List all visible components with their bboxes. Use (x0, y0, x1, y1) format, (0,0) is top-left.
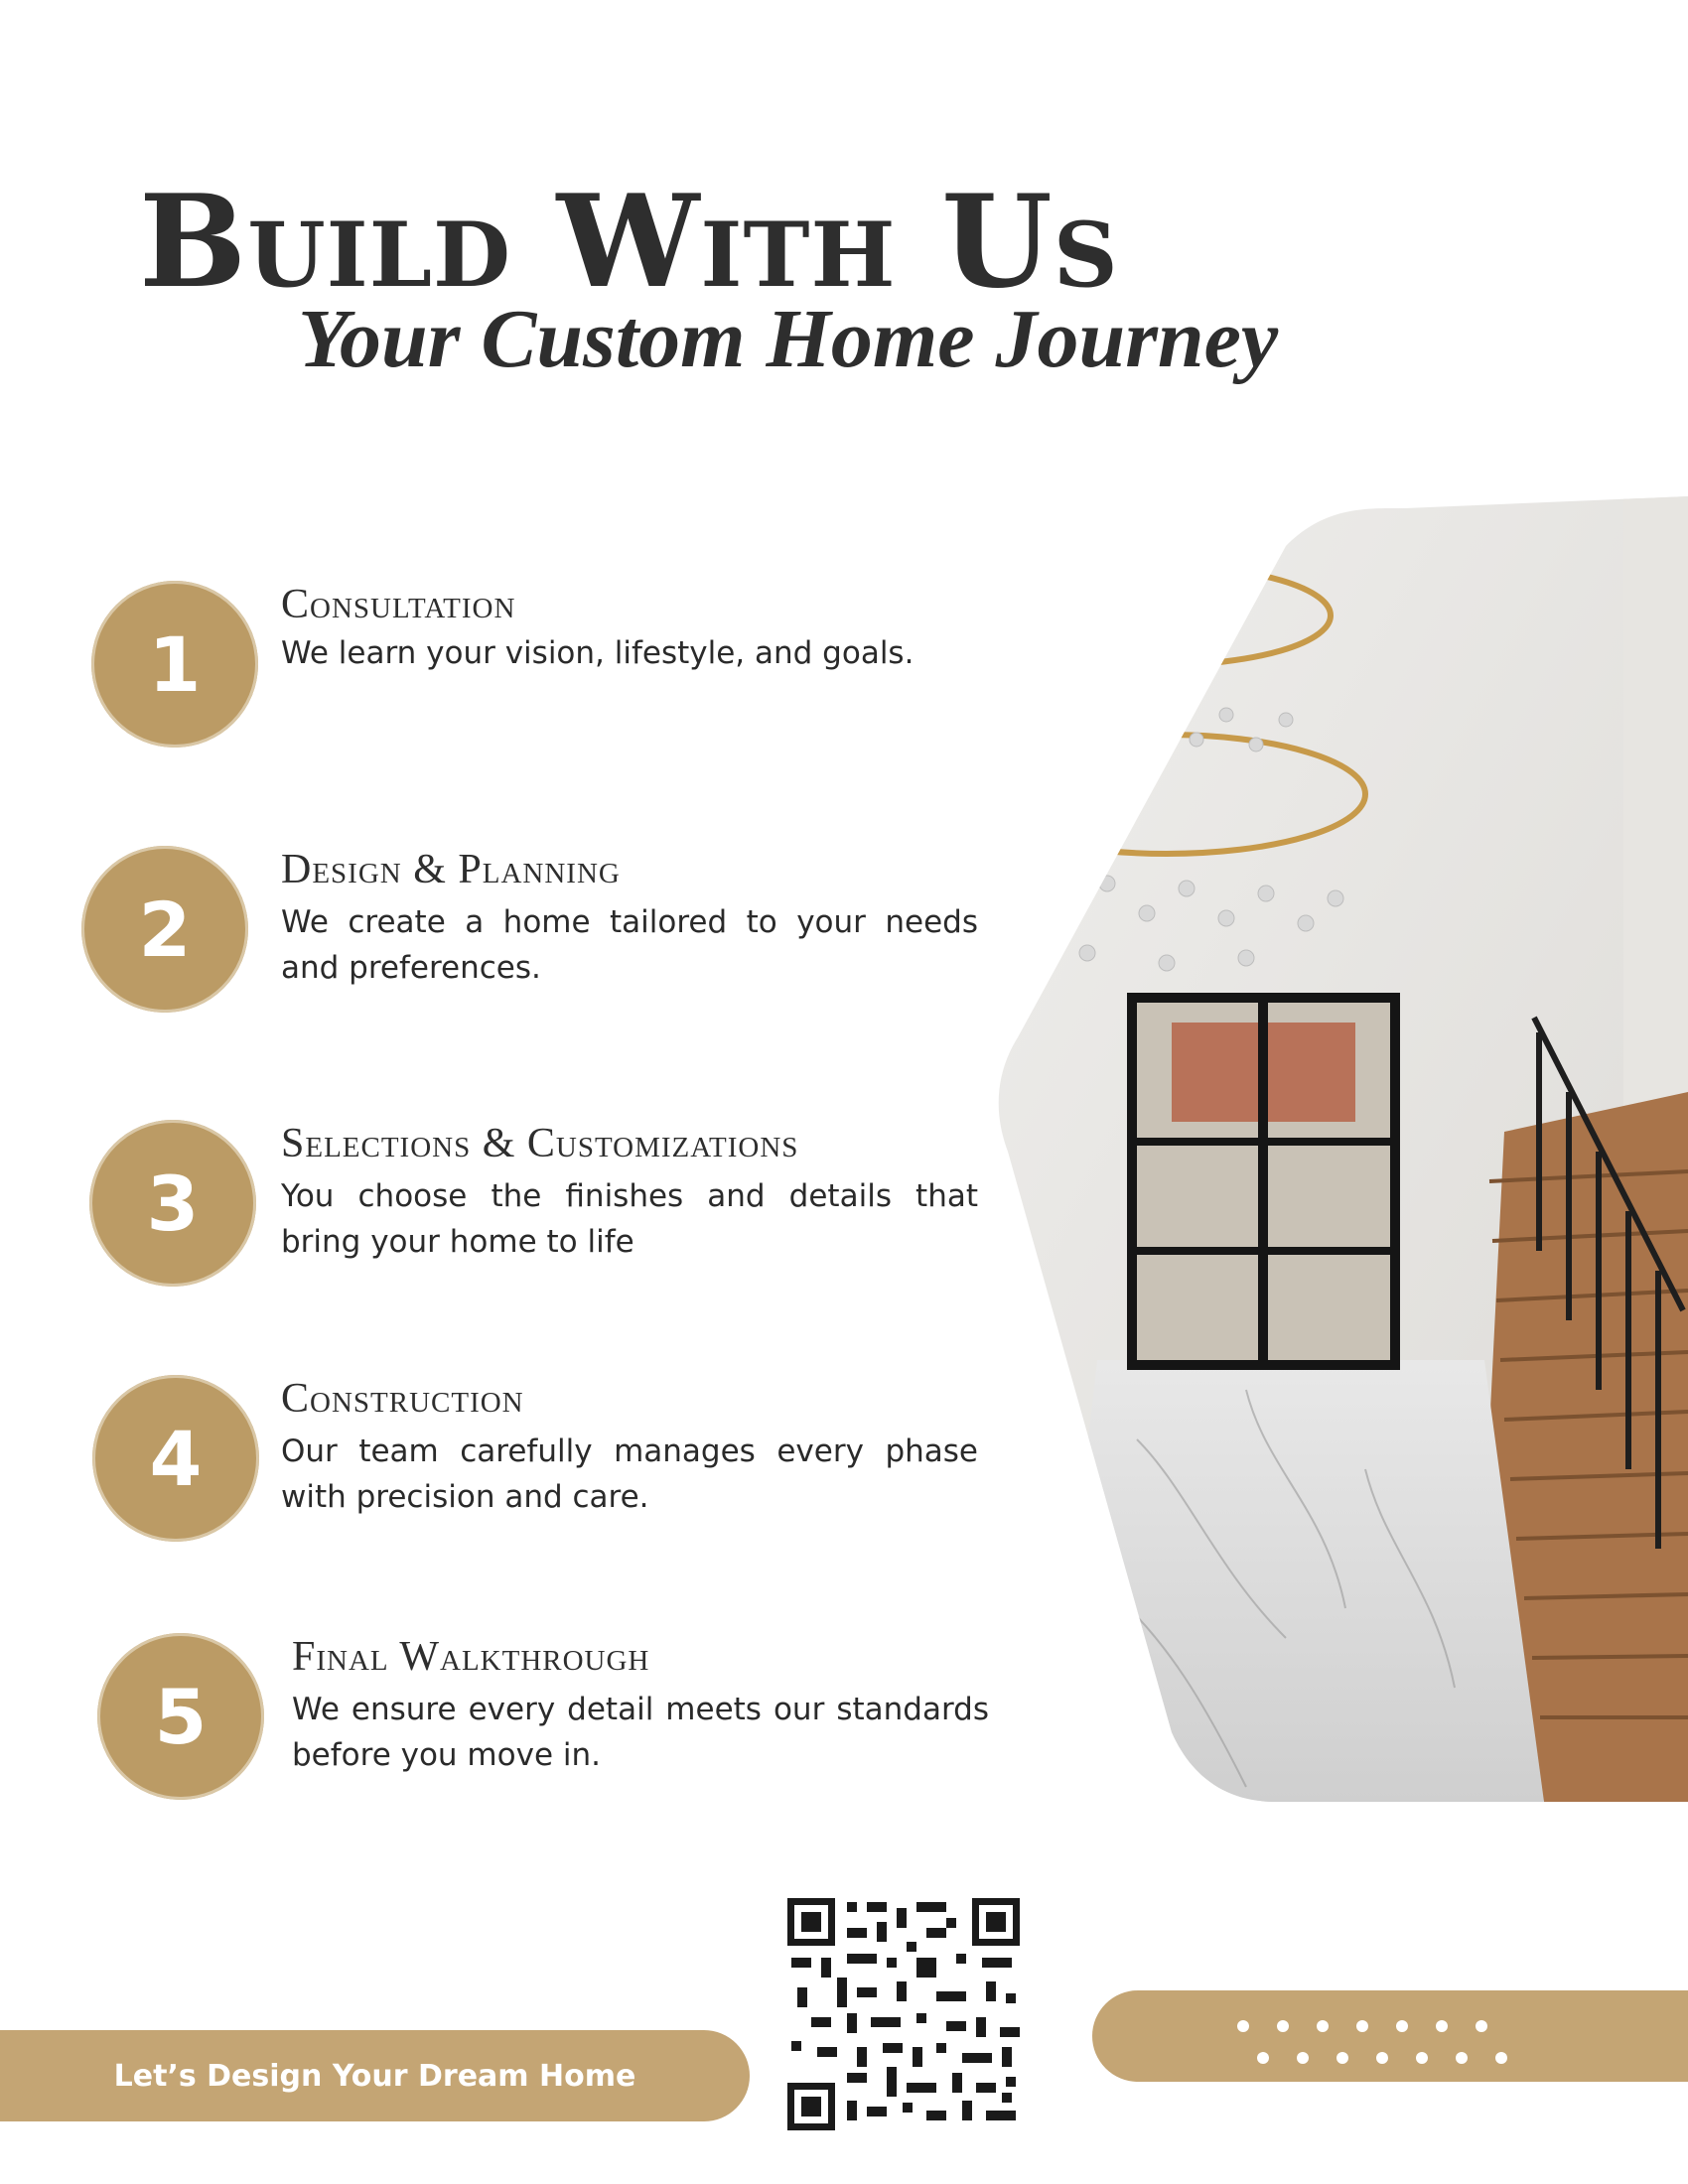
step-description: Our team carefully manages every phase with precision and care. (281, 1433, 978, 1515)
dot (1336, 2052, 1348, 2064)
step-description: We ensure every detail meets our standards before you move in. (292, 1692, 989, 1773)
interior-photo (988, 496, 1688, 1802)
step-consultation (0, 581, 993, 750)
qr-code[interactable] (787, 1898, 1020, 2130)
step-description: We create a home tailored to your needs and preferences. (281, 904, 978, 986)
step-design-planning (0, 846, 993, 1015)
dot (1396, 2020, 1408, 2032)
dot (1297, 2052, 1309, 2064)
cta-banner[interactable] (0, 2030, 750, 2121)
step-number-badge: 4 (92, 1375, 259, 1542)
dot (1436, 2020, 1448, 2032)
step-title: Design & Planning (281, 847, 621, 892)
step-title: Construction (281, 1376, 524, 1422)
step-number-badge: 1 (91, 581, 258, 748)
decorative-dots-banner (1092, 1990, 1688, 2082)
step-number-badge: 2 (81, 846, 248, 1013)
dot (1317, 2020, 1329, 2032)
step-selections-customizations (0, 1120, 993, 1289)
cta-label: Let’s Design Your Dream Home (113, 2058, 636, 2094)
dot (1356, 2020, 1368, 2032)
dot (1495, 2052, 1507, 2064)
dot (1277, 2020, 1289, 2032)
dot (1416, 2052, 1428, 2064)
step-title: Final Walkthrough (292, 1634, 650, 1680)
dot (1476, 2020, 1487, 2032)
step-construction (0, 1375, 993, 1544)
step-title: Consultation (281, 582, 516, 627)
step-number-badge: 3 (89, 1120, 256, 1287)
dot (1376, 2052, 1388, 2064)
step-title: Selections & Customizations (281, 1121, 799, 1166)
step-number-badge: 5 (97, 1633, 264, 1800)
dot (1237, 2020, 1249, 2032)
step-final-walkthrough (0, 1633, 993, 1802)
step-description: You choose the finishes and details that bring your home to life (281, 1178, 978, 1260)
dot (1257, 2052, 1269, 2064)
page-title: Build With Us (139, 168, 1119, 317)
dot (1456, 2052, 1468, 2064)
page-subtitle: Your Custom Home Journey (298, 293, 1279, 385)
step-description: We learn your vision, lifestyle, and goals. (281, 635, 914, 671)
